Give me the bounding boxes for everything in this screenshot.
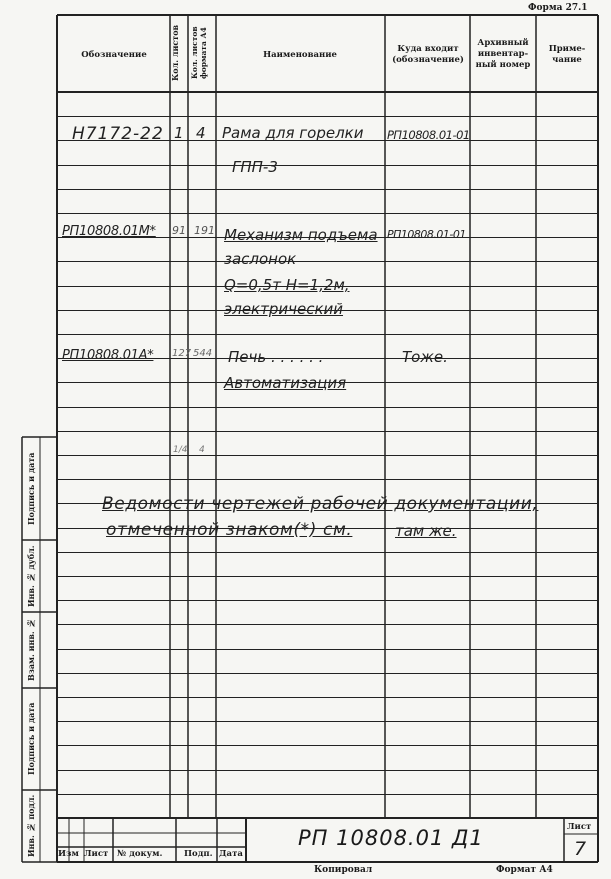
stamp-sheet-number: 7 (574, 838, 587, 860)
header-a4-format: Кол. листов формата А4 (190, 26, 208, 80)
faint-mark: 1/4 (173, 445, 188, 455)
stamp-date: Дата (219, 849, 243, 859)
entry-where-used: РП10808.01-01 (387, 228, 466, 241)
entry-name-line: электрический (224, 300, 344, 318)
header-archive-number: Архивный инвентар-ный номер (475, 38, 531, 70)
entry-where-used: РП10808.01-01 (387, 128, 470, 142)
entry-designation: РП10808.01А* (62, 348, 154, 363)
side-label-signature-date: Подпись и дата (26, 452, 36, 525)
header-note: Приме-чание (548, 44, 586, 65)
header-designation: Обозначение (81, 50, 147, 60)
header-where-used: Куда входит (обозначение) (392, 44, 464, 65)
entry-name-line: Рама для горелки (222, 124, 364, 142)
remark-line: отмеченной знаком(*) см. (106, 520, 353, 540)
entry-name-line: Печь . . . . . . (228, 348, 324, 366)
entry-where-used: Тоже. (402, 348, 448, 366)
footer-copied: Копировал (314, 865, 373, 875)
entry-sheets: 1 (174, 124, 184, 142)
form-number-label: Форма 27.1 (528, 3, 588, 13)
entry-sheets: 91 (172, 224, 186, 237)
faint-mark: 4 (199, 445, 205, 455)
entry-a4: 4 (196, 124, 206, 142)
remark-line: Ведомости чертежей рабочей документации, (102, 494, 539, 514)
document-code: РП 10808.01 Д1 (298, 826, 484, 850)
header-name: Наименование (263, 50, 337, 60)
entry-name-line: Механизм подъема (224, 226, 378, 244)
entry-name-line: Q=0,5т Н=1,2м, (224, 276, 350, 294)
footer-format: Формат А4 (496, 865, 553, 875)
stamp-sheet-label: Лист (567, 822, 592, 832)
entry-name-line: заслонок (224, 250, 297, 268)
entry-a4: 191 (194, 224, 215, 237)
entry-a4: 544 (193, 348, 213, 359)
stamp-doc-no: № докум. (117, 849, 163, 859)
remark-line: там же. (395, 522, 457, 540)
entry-name-line: ГПП-3 (232, 158, 278, 176)
stamp-list: Лист (84, 849, 109, 859)
entry-designation: РП10808.01М* (62, 224, 156, 239)
stamp-izm: Изм (58, 849, 79, 859)
side-label-inv-duplicate: Инв. № дубл. (26, 545, 36, 607)
side-label-replace-inv: Взам. инв. № (26, 618, 36, 682)
entry-name-line: Автоматизация (224, 374, 347, 392)
side-label-inv-original: Инв. № подл. (26, 794, 36, 858)
side-label-signature-date: Подпись и дата (26, 702, 36, 776)
stamp-sign: Подп. (184, 849, 213, 859)
header-sheet-count: Кол. листов (170, 24, 180, 82)
entry-sheets: 127 (172, 348, 192, 359)
entry-designation: Н7172-22 (72, 124, 164, 144)
